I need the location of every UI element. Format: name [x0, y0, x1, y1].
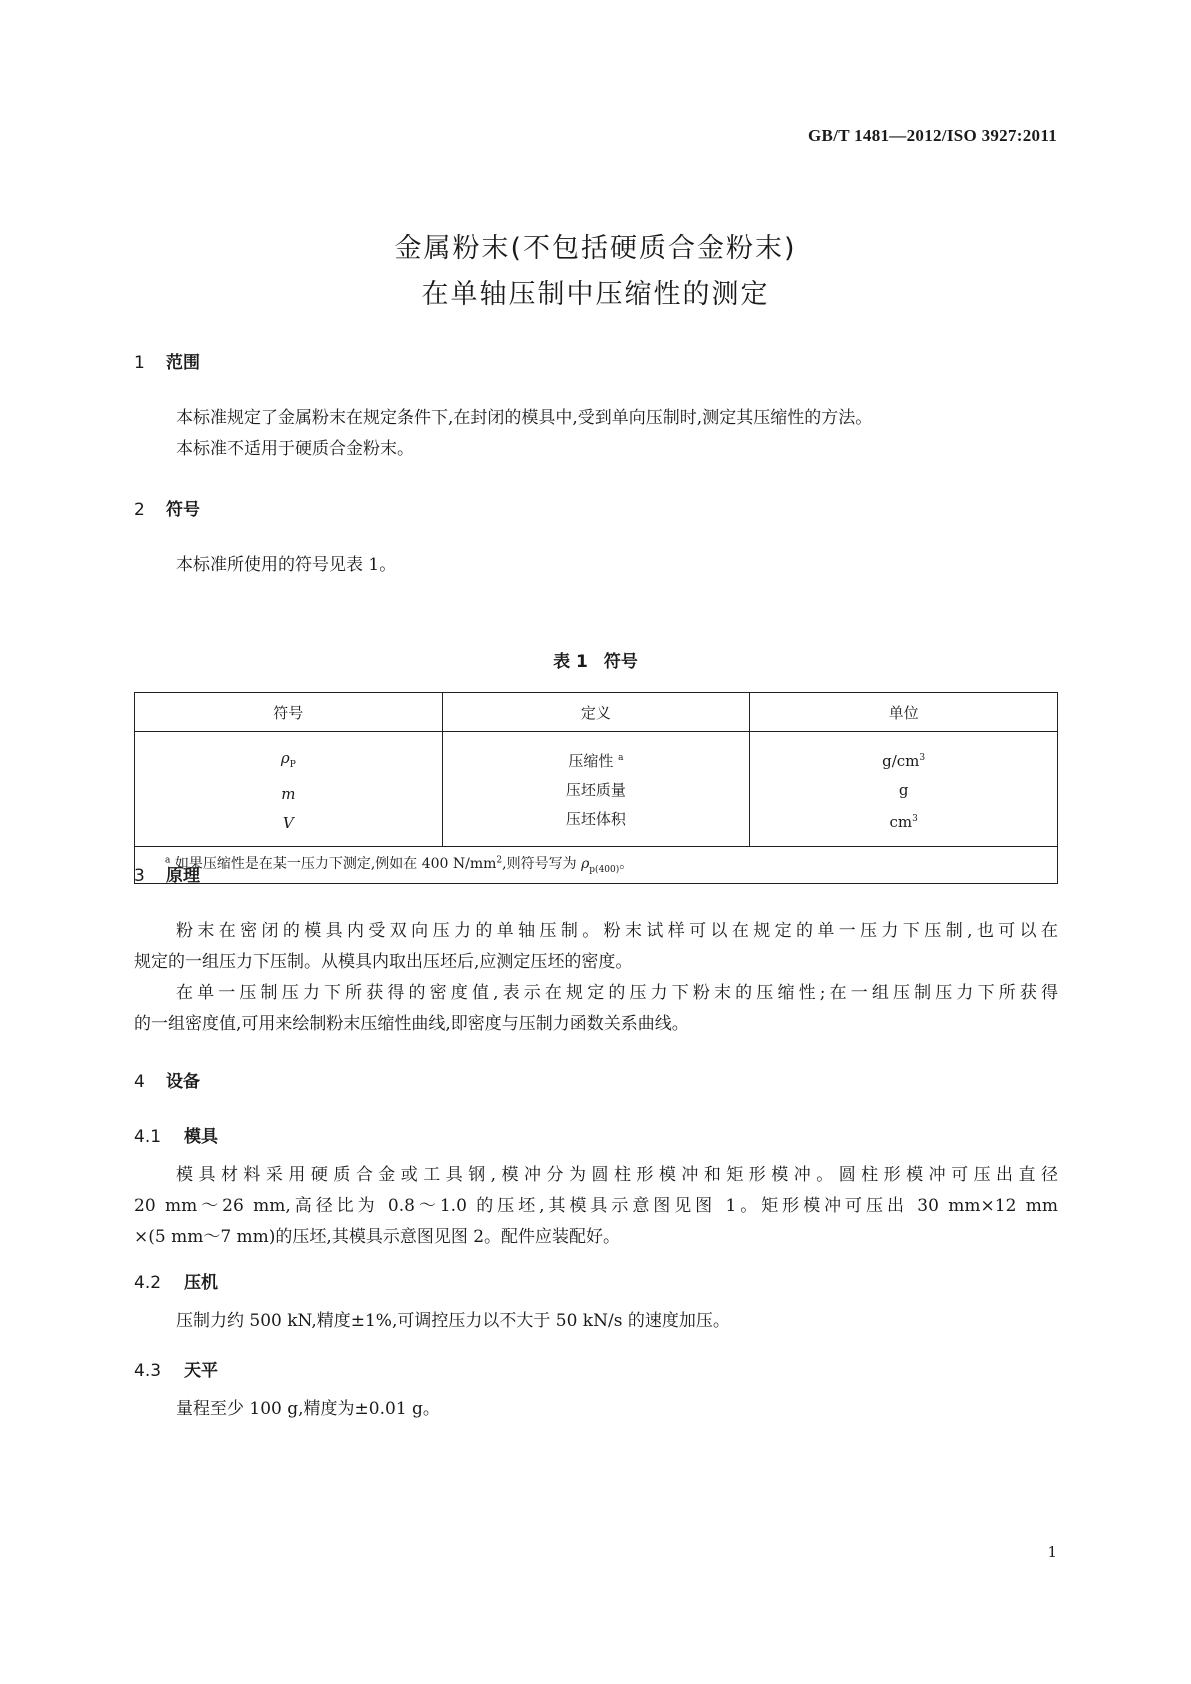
- table-caption-title: 符号: [603, 652, 638, 672]
- section-4-2-heading: [134, 1268, 218, 1293]
- standard-code: GB/T 1481—2012/ISO 3927:2011: [808, 126, 1057, 145]
- section-4-2-paragraph: 压制力约 500 kN,精度±1%,可调控压力以不大于 50 kN/s 的速度加压。: [176, 1311, 730, 1331]
- section-number: 4.3: [134, 1361, 162, 1381]
- section-4-3-paragraph: 量程至少 100 g,精度为±0.01 g。: [176, 1399, 440, 1419]
- section-4-heading: [134, 1067, 200, 1092]
- section-1-paragraph-2: 本标准不适用于硬质合金粉末。: [176, 439, 414, 459]
- section-4-1-line-1: 模具材料采用硬质合金或工具钢,模冲分为圆柱形模冲和矩形模冲。圆柱形模冲可压出直径: [176, 1165, 1058, 1185]
- column-header-symbol: 符号: [135, 693, 443, 732]
- table-caption: [0, 647, 1191, 672]
- table-cell: 压坯体积: [565, 810, 626, 828]
- table-header-row: [135, 693, 1058, 732]
- table-footnote-row: [135, 847, 1058, 884]
- title-line-1: 金属粉末(不包括硬质合金粉末): [394, 233, 797, 264]
- section-4-1-line-2: 20 mm～26 mm,高径比为 0.8～1.0 的压坯,其模具示意图见图 1。矩形模冲可压出 30 mm×12 mm: [134, 1196, 1058, 1216]
- table-cell: V: [282, 814, 294, 832]
- table-cell: $\rho_P$: [280, 749, 296, 770]
- section-3-paragraph-2-line-1: 在单一压制压力下所获得的密度值,表示在规定的压力下粉末的压缩性;在一组压制压力下所获得: [176, 983, 1058, 1003]
- section-number: 4.1: [134, 1127, 162, 1147]
- section-label: 压机: [184, 1273, 218, 1293]
- table-cell: $g/cm^3$: [882, 752, 926, 770]
- footnote-mark: a: [618, 753, 624, 763]
- section-3-heading: [134, 861, 200, 886]
- section-1-heading: [134, 348, 200, 373]
- section-number: 2: [134, 500, 145, 520]
- section-4-1-heading: [134, 1122, 218, 1147]
- section-number: 4.2: [134, 1273, 162, 1293]
- section-label: 原理: [166, 866, 200, 886]
- section-number: 3: [134, 866, 145, 886]
- section-4-1-line-3: ×(5 mm～7 mm)的压坯,其模具示意图见图 2。配件应装配好。: [134, 1227, 621, 1247]
- section-2-heading: [134, 495, 200, 520]
- unit-column: [750, 732, 1058, 847]
- section-label: 设备: [166, 1072, 200, 1092]
- section-label: 天平: [184, 1361, 218, 1381]
- column-header-unit: 单位: [750, 693, 1058, 732]
- section-1-paragraph-1: 本标准规定了金属粉末在规定条件下,在封闭的模具中,受到单向压制时,测定其压缩性的方法。: [176, 408, 873, 428]
- section-4-3-heading: [134, 1356, 218, 1381]
- page-number: 1: [1047, 1543, 1057, 1561]
- definition-column: [442, 732, 750, 847]
- section-3-paragraph-1-line-1: 粉末在密闭的模具内受双向压力的单轴压制。粉末试样可以在规定的单一压力下压制,也可以在: [176, 921, 1058, 941]
- table-cell: m: [281, 785, 296, 803]
- footnote-mark: a: [165, 855, 171, 866]
- table-cell: 压坯质量: [565, 781, 626, 799]
- section-label: 模具: [184, 1127, 218, 1147]
- table-cell: g: [898, 781, 909, 799]
- section-number: 4: [134, 1072, 145, 1092]
- section-3-paragraph-1-line-2: 规定的一组压力下压制。从模具内取出压坯后,应测定压坯的密度。: [134, 952, 633, 972]
- section-3-paragraph-2-line-2: 的一组密度值,可用来绘制粉末压缩性曲线,即密度与压制力函数关系曲线。: [134, 1014, 689, 1034]
- table-footnote: $^a$ 如果压缩性是在某一压力下测定,例如在 400 $N/mm^2$,则符号写为 $\rho_{p(400)}$。: [135, 847, 1058, 884]
- title-line-2: 在单轴压制中压缩性的测定: [421, 279, 770, 310]
- column-header-definition: 定义: [442, 693, 750, 732]
- section-label: 符号: [166, 500, 200, 520]
- section-number: 1: [134, 353, 145, 373]
- section-label: 范围: [166, 353, 200, 373]
- table-cell: 压缩性 $^a$: [568, 752, 624, 770]
- section-2-paragraph: 本标准所使用的符号见表 1。: [176, 555, 397, 575]
- table-body-row: [135, 732, 1058, 847]
- symbols-table: [134, 692, 1058, 884]
- table-cell: $cm^3$: [889, 813, 918, 831]
- symbol-column: [135, 732, 443, 847]
- table-caption-number: 表 1: [553, 652, 588, 672]
